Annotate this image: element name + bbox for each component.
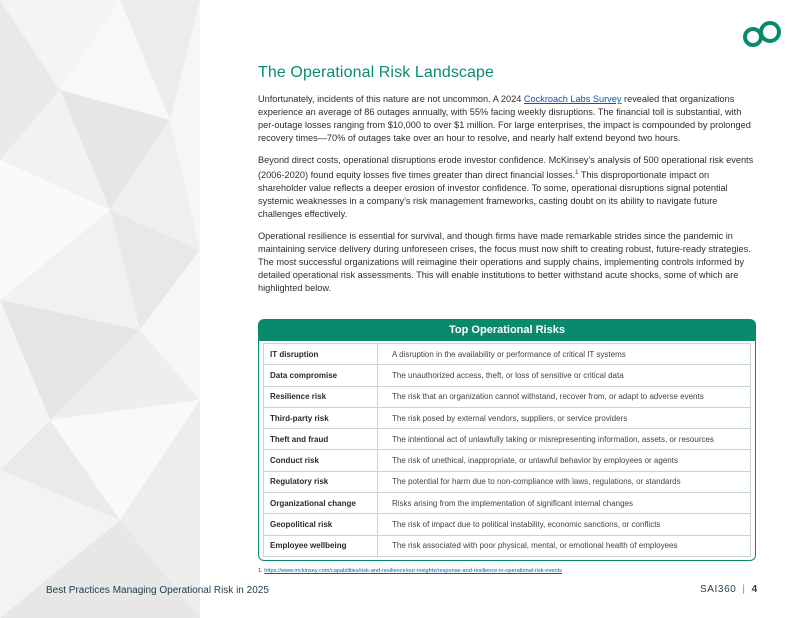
table-title: Top Operational Risks	[258, 319, 756, 341]
table-row	[263, 343, 751, 365]
risk-description: The intentional act of unlawfully taking or misrepresenting information, assets, or resources	[392, 434, 714, 444]
paragraph-2-text-b: This disproportionate impact on shareholder value reflects a deeper erosion of investor confidence. To some, operational disruptions signal potential systemic weaknesses in a company’s risk management frameworks, casting doubt on its ability to navigate future challenges effectively.	[258, 170, 728, 220]
top-operational-risks-table	[258, 319, 756, 561]
paragraph-3: Operational resilience is essential for survival, and though firms have made remarkable strides since the pandemic in maintaining service delivery during unforeseen crises, the focus must now shift to creating robust, future-ready strategies. The most successful organizations will reimagine their operations and supply chains, implementing controls informed by detailed operational risk assessments. This will enable institutions to better withstand acute shocks, some of which are highlighted below.	[258, 231, 751, 294]
risk-description: The risk of impact due to political instability, economic sanctions, or conflicts	[392, 520, 661, 530]
risk-name: IT disruption	[264, 344, 378, 364]
risk-description: The potential for harm due to non-compliance with laws, regulations, or standards	[392, 477, 681, 487]
risk-name: Theft and fraud	[264, 429, 378, 449]
risk-description: The risk posed by external vendors, suppliers, or service providers	[392, 413, 628, 423]
cockroach-labs-survey-link[interactable]: Cockroach Labs Survey	[523, 94, 622, 104]
table-row	[263, 514, 751, 535]
risk-description: The risk of unethical, inappropriate, or unlawful behavior by employees or agents	[392, 456, 678, 466]
paragraph-1	[258, 93, 758, 145]
table-row	[263, 408, 751, 429]
footer-branding	[700, 584, 758, 595]
table-row	[263, 387, 751, 408]
table-row	[263, 429, 751, 450]
page-number: 4	[751, 584, 758, 595]
risk-name: Regulatory risk	[264, 472, 378, 492]
footer-separator: |	[742, 584, 746, 595]
sai360-logo-icon	[742, 20, 782, 48]
risk-description: A disruption in the availability or performance of critical IT systems	[392, 349, 626, 359]
table-row	[263, 536, 751, 557]
risk-name: Third-party risk	[264, 408, 378, 428]
table-row	[263, 493, 751, 514]
risk-name: Data compromise	[264, 365, 378, 385]
footer-document-title: Best Practices Managing Operational Risk in 2025	[46, 585, 269, 596]
footnote-link[interactable]: https://www.mckinsey.com/capabilities/risk-and-resilience/our-insights/response-and-resilience-in-operational-risk-events	[264, 568, 562, 574]
low-poly-background	[0, 0, 200, 618]
table-body	[258, 341, 756, 561]
paragraph-1-text-b: revealed that organizations experience an average of 86 outages annually, with 55% facing weekly disruptions. The financial toll is substantial, with per-outage losses ranging from $10,000 to over $1 million. For large enterprises, the impact is compounded by prolonged recovery times—70% of outages take over an hour to resolve, and nearly half extend beyond two hours.	[258, 94, 751, 143]
paragraph-2-text-a: Beyond direct costs, operational disruptions erode investor confidence. McKinsey’s analysis of 500 operational risk events (2006-2020) found equity losses five times greater than direct financial losses.	[258, 155, 754, 181]
risk-description: Risks arising from the implementation of significant internal changes	[392, 498, 634, 508]
risk-name: Resilience risk	[264, 387, 378, 407]
paragraph-1-text-a: Unfortunately, incidents of this nature are not uncommon. A 2024	[258, 94, 524, 104]
risk-description: The risk associated with poor physical, mental, or emotional health of employees	[392, 541, 678, 551]
risk-name: Employee wellbeing	[264, 536, 378, 556]
risk-name: Organizational change	[264, 493, 378, 513]
footer-brand: SAI360	[700, 584, 737, 595]
footnote-marker: 1	[575, 170, 579, 176]
footnote	[258, 568, 562, 574]
section-title: The Operational Risk Landscape	[258, 64, 495, 81]
table-row	[263, 450, 751, 471]
paragraph-2	[258, 154, 758, 221]
risk-description: The unauthorized access, theft, or loss of sensitive or critical data	[392, 370, 624, 380]
table-row	[263, 365, 751, 386]
main-content	[258, 64, 758, 304]
risk-name: Conduct risk	[264, 450, 378, 470]
risk-description: The risk that an organization cannot withstand, recover from, or adapt to adverse events	[392, 392, 704, 402]
footnote-number: 1.	[258, 568, 263, 574]
risk-name: Geopolitical risk	[264, 514, 378, 534]
table-row	[263, 472, 751, 493]
